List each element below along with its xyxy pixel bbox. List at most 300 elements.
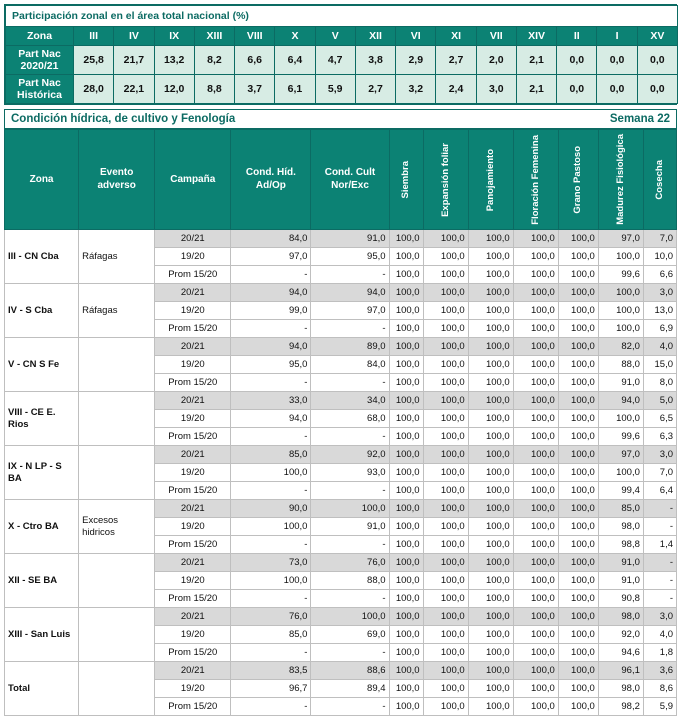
header-siembra-label: Siembra [400,161,412,199]
zone-header-cell: VIII [235,27,275,46]
cond-cultivo: 100,0 [311,500,389,518]
panojamiento: 100,0 [468,230,513,248]
cond-cultivo: - [311,266,389,284]
expansion-foliar: 100,0 [423,608,468,626]
madurez-fisiologica: 98,0 [598,518,643,536]
expansion-foliar: 100,0 [423,356,468,374]
grano-pastoso: 100,0 [558,680,598,698]
siembra: 100,0 [389,590,423,608]
grano-pastoso: 100,0 [558,464,598,482]
value-cell: 3,7 [235,75,275,104]
panojamiento: 100,0 [468,698,513,716]
evento-adverso: Ráfagas [79,284,155,338]
expansion-foliar: 100,0 [423,572,468,590]
zone-header-cell: IV [114,27,154,46]
floracion-femenina: 100,0 [513,284,558,302]
siembra: 100,0 [389,320,423,338]
campaign: Prom 15/20 [155,698,231,716]
floracion-femenina: 100,0 [513,590,558,608]
cosecha: 1,4 [643,536,676,554]
grano-pastoso: 100,0 [558,338,598,356]
cond-cultivo: - [311,644,389,662]
cond-hidrica: 83,5 [231,662,311,680]
cond-cultivo: 92,0 [311,446,389,464]
value-cell: 6,6 [235,46,275,75]
expansion-foliar: 100,0 [423,626,468,644]
cond-cultivo: - [311,590,389,608]
floracion-femenina: 100,0 [513,428,558,446]
madurez-fisiologica: 91,0 [598,554,643,572]
header-cosecha-label: Cosecha [653,159,665,200]
madurez-fisiologica: 99,4 [598,482,643,500]
condition-table-container [4,129,677,716]
expansion-foliar: 100,0 [423,518,468,536]
campaign: 20/21 [155,392,231,410]
panojamiento: 100,0 [468,626,513,644]
participation-row [6,46,678,75]
cond-cultivo: 68,0 [311,410,389,428]
expansion-foliar: 100,0 [423,230,468,248]
panojamiento: 100,0 [468,680,513,698]
madurez-fisiologica: 92,0 [598,626,643,644]
expansion-foliar: 100,0 [423,338,468,356]
table-row [5,500,677,518]
floracion-femenina: 100,0 [513,356,558,374]
campaign: 20/21 [155,338,231,356]
panojamiento: 100,0 [468,590,513,608]
siembra: 100,0 [389,554,423,572]
siembra: 100,0 [389,302,423,320]
expansion-foliar: 100,0 [423,536,468,554]
siembra: 100,0 [389,284,423,302]
value-cell: 12,0 [154,75,194,104]
grano-pastoso: 100,0 [558,500,598,518]
madurez-fisiologica: 98,0 [598,680,643,698]
table-row [5,392,677,410]
cond-cultivo: 97,0 [311,302,389,320]
campaign: 20/21 [155,662,231,680]
section-title: Condición hídrica, de cultivo y Fenología [11,113,236,126]
evento-adverso [79,338,155,392]
value-cell: 2,9 [396,46,436,75]
value-cell: 8,8 [194,75,234,104]
participation-header-row [6,27,678,46]
siembra: 100,0 [389,500,423,518]
grano-pastoso: 100,0 [558,644,598,662]
condition-body [5,230,677,716]
floracion-femenina: 100,0 [513,662,558,680]
cond-cultivo: 100,0 [311,608,389,626]
grano-pastoso: 100,0 [558,554,598,572]
grano-pastoso: 100,0 [558,374,598,392]
grano-pastoso: 100,0 [558,518,598,536]
madurez-fisiologica: 91,0 [598,572,643,590]
zone-header-cell: III [74,27,114,46]
cosecha: 7,0 [643,464,676,482]
zone-header-cell: XIII [194,27,234,46]
campaign: 20/21 [155,230,231,248]
week-label: Semana 22 [609,113,670,126]
cond-hidrica: 94,0 [231,284,311,302]
madurez-fisiologica: 100,0 [598,464,643,482]
campaign: 20/21 [155,446,231,464]
cond-cultivo: 76,0 [311,554,389,572]
cosecha: 3,0 [643,284,676,302]
siembra: 100,0 [389,536,423,554]
header-grano-pastoso [558,130,598,230]
zone-header-cell: II [557,27,597,46]
siembra: 100,0 [389,482,423,500]
condition-header-row [5,130,677,230]
evento-adverso [79,446,155,500]
siembra: 100,0 [389,410,423,428]
floracion-femenina: 100,0 [513,248,558,266]
zone-header-cell: IX [154,27,194,46]
siembra: 100,0 [389,266,423,284]
cosecha: - [643,572,676,590]
expansion-foliar: 100,0 [423,464,468,482]
cond-hidrica: 33,0 [231,392,311,410]
grano-pastoso: 100,0 [558,230,598,248]
floracion-femenina: 100,0 [513,230,558,248]
header-floracion-label: Floración Femenina [529,134,541,225]
panojamiento: 100,0 [468,500,513,518]
campaign: 19/20 [155,572,231,590]
participation-table [5,5,678,104]
value-cell: 0,0 [557,46,597,75]
cosecha: - [643,554,676,572]
panojamiento: 100,0 [468,536,513,554]
cond-cultivo: - [311,536,389,554]
cond-hidrica: 90,0 [231,500,311,518]
panojamiento: 100,0 [468,446,513,464]
header-madurez-label: Madurez Fisiológica [614,134,626,226]
grano-pastoso: 100,0 [558,536,598,554]
cosecha: 4,0 [643,338,676,356]
cosecha: 4,0 [643,626,676,644]
madurez-fisiologica: 94,6 [598,644,643,662]
zone-name: IX - N LP - S BA [5,446,79,500]
expansion-foliar: 100,0 [423,500,468,518]
madurez-fisiologica: 100,0 [598,302,643,320]
cosecha: - [643,590,676,608]
campaign: 19/20 [155,302,231,320]
madurez-fisiologica: 97,0 [598,446,643,464]
floracion-femenina: 100,0 [513,392,558,410]
campaign: Prom 15/20 [155,644,231,662]
zone-header-cell: XIV [516,27,556,46]
cosecha: - [643,500,676,518]
expansion-foliar: 100,0 [423,590,468,608]
cond-hidrica: - [231,644,311,662]
value-cell: 25,8 [74,46,114,75]
cond-hidrica: 94,0 [231,338,311,356]
value-cell: 8,2 [194,46,234,75]
expansion-foliar: 100,0 [423,374,468,392]
cond-hidrica: - [231,590,311,608]
section-header [4,109,677,129]
header-evento: Evento adverso [79,130,155,230]
cond-cultivo: 34,0 [311,392,389,410]
siembra: 100,0 [389,248,423,266]
floracion-femenina: 100,0 [513,608,558,626]
siembra: 100,0 [389,446,423,464]
evento-adverso [79,608,155,662]
expansion-foliar: 100,0 [423,410,468,428]
value-cell: 0,0 [597,75,637,104]
zone-header-cell: XII [355,27,395,46]
floracion-femenina: 100,0 [513,554,558,572]
madurez-fisiologica: 99,6 [598,266,643,284]
madurez-fisiologica: 96,1 [598,662,643,680]
zone-name: X - Ctro BA [5,500,79,554]
panojamiento: 100,0 [468,320,513,338]
panojamiento: 100,0 [468,356,513,374]
floracion-femenina: 100,0 [513,266,558,284]
campaign: Prom 15/20 [155,266,231,284]
zone-header-cell: VI [396,27,436,46]
campaign: 20/21 [155,554,231,572]
cosecha: 10,0 [643,248,676,266]
expansion-foliar: 100,0 [423,554,468,572]
table-row-total [5,662,677,680]
participation-table-container [4,4,677,105]
floracion-femenina: 100,0 [513,446,558,464]
cond-cultivo: 89,4 [311,680,389,698]
cond-hidrica: 76,0 [231,608,311,626]
expansion-foliar: 100,0 [423,320,468,338]
campaign: 19/20 [155,626,231,644]
value-cell: 3,0 [476,75,516,104]
zone-header-cell: VII [476,27,516,46]
panojamiento: 100,0 [468,644,513,662]
madurez-fisiologica: 100,0 [598,320,643,338]
zone-name: XIII - San Luis [5,608,79,662]
cosecha: 5,9 [643,698,676,716]
siembra: 100,0 [389,230,423,248]
zone-name: XII - SE BA [5,554,79,608]
grano-pastoso: 100,0 [558,608,598,626]
zone-header-cell: I [597,27,637,46]
zone-name: VIII - CE E. Rios [5,392,79,446]
header-cosecha [643,130,676,230]
cond-hidrica: 100,0 [231,518,311,536]
value-cell: 3,2 [396,75,436,104]
grano-pastoso: 100,0 [558,356,598,374]
cond-cultivo: - [311,698,389,716]
floracion-femenina: 100,0 [513,680,558,698]
cond-hidrica: 84,0 [231,230,311,248]
campaign: 19/20 [155,356,231,374]
campaign: Prom 15/20 [155,590,231,608]
panojamiento: 100,0 [468,428,513,446]
grano-pastoso: 100,0 [558,302,598,320]
madurez-fisiologica: 98,8 [598,536,643,554]
row-label: Part Nac Histórica [6,75,74,104]
value-cell: 3,8 [355,46,395,75]
panojamiento: 100,0 [468,410,513,428]
grano-pastoso: 100,0 [558,698,598,716]
siembra: 100,0 [389,662,423,680]
cosecha: 8,0 [643,374,676,392]
expansion-foliar: 100,0 [423,266,468,284]
evento-adverso [79,662,155,716]
cond-cultivo: 84,0 [311,356,389,374]
value-cell: 0,0 [637,75,677,104]
cosecha: 6,4 [643,482,676,500]
grano-pastoso: 100,0 [558,662,598,680]
campaign: 19/20 [155,464,231,482]
cond-hidrica: 99,0 [231,302,311,320]
zone-header-cell: X [275,27,315,46]
table-row [5,284,677,302]
expansion-foliar: 100,0 [423,284,468,302]
campaign: Prom 15/20 [155,428,231,446]
grano-pastoso: 100,0 [558,626,598,644]
header-zona: Zona [5,130,79,230]
value-cell: 13,2 [154,46,194,75]
cond-cultivo: - [311,428,389,446]
cond-cultivo: 89,0 [311,338,389,356]
participation-title-row [6,6,678,27]
siembra: 100,0 [389,428,423,446]
cosecha: 5,0 [643,392,676,410]
madurez-fisiologica: 98,2 [598,698,643,716]
zone-header-cell: XV [637,27,677,46]
grano-pastoso: 100,0 [558,410,598,428]
zone-header-cell: V [315,27,355,46]
siembra: 100,0 [389,518,423,536]
siembra: 100,0 [389,698,423,716]
value-cell: 2,0 [476,46,516,75]
header-floracion-femenina [513,130,558,230]
campaign: 19/20 [155,518,231,536]
table-row [5,446,677,464]
panojamiento: 100,0 [468,392,513,410]
madurez-fisiologica: 100,0 [598,248,643,266]
value-cell: 21,7 [114,46,154,75]
value-cell: 2,1 [516,75,556,104]
table-row [5,338,677,356]
value-cell: 2,4 [436,75,476,104]
value-cell: 28,0 [74,75,114,104]
grano-pastoso: 100,0 [558,248,598,266]
expansion-foliar: 100,0 [423,698,468,716]
siembra: 100,0 [389,464,423,482]
condition-table [4,129,677,716]
panojamiento: 100,0 [468,662,513,680]
cond-hidrica: - [231,266,311,284]
grano-pastoso: 100,0 [558,284,598,302]
value-cell: 2,7 [436,46,476,75]
header-madurez-fisiologica [598,130,643,230]
cosecha: 7,0 [643,230,676,248]
value-cell: 0,0 [597,46,637,75]
table-row [5,608,677,626]
panojamiento: 100,0 [468,554,513,572]
grano-pastoso: 100,0 [558,392,598,410]
cosecha: 3,6 [643,662,676,680]
siembra: 100,0 [389,680,423,698]
grano-pastoso: 100,0 [558,428,598,446]
cond-cultivo: 88,0 [311,572,389,590]
header-cond-hidrica: Cond. Híd. Ad/Op [231,130,311,230]
panojamiento: 100,0 [468,464,513,482]
madurez-fisiologica: 82,0 [598,338,643,356]
cosecha: 6,6 [643,266,676,284]
cond-cultivo: 91,0 [311,518,389,536]
cosecha: 6,5 [643,410,676,428]
value-cell: 2,1 [516,46,556,75]
cond-cultivo: 91,0 [311,230,389,248]
madurez-fisiologica: 88,0 [598,356,643,374]
madurez-fisiologica: 100,0 [598,410,643,428]
floracion-femenina: 100,0 [513,698,558,716]
floracion-femenina: 100,0 [513,482,558,500]
header-cond-cultivo: Cond. Cult Nor/Exc [311,130,389,230]
value-cell: 22,1 [114,75,154,104]
evento-adverso: Excesos hidricos [79,500,155,554]
grano-pastoso: 100,0 [558,320,598,338]
floracion-femenina: 100,0 [513,500,558,518]
expansion-foliar: 100,0 [423,392,468,410]
cond-cultivo: 94,0 [311,284,389,302]
panojamiento: 100,0 [468,572,513,590]
row-label: Part Nac 2020/21 [6,46,74,75]
value-cell: 0,0 [557,75,597,104]
madurez-fisiologica: 100,0 [598,284,643,302]
panojamiento: 100,0 [468,518,513,536]
floracion-femenina: 100,0 [513,464,558,482]
panojamiento: 100,0 [468,248,513,266]
cond-cultivo: 95,0 [311,248,389,266]
cond-hidrica: 100,0 [231,572,311,590]
siembra: 100,0 [389,338,423,356]
campaign: 19/20 [155,248,231,266]
floracion-femenina: 100,0 [513,572,558,590]
table-row [5,230,677,248]
campaign: 20/21 [155,608,231,626]
campaign: 20/21 [155,500,231,518]
report-page [0,4,681,712]
zone-header-cell: XI [436,27,476,46]
siembra: 100,0 [389,608,423,626]
campaign: 20/21 [155,284,231,302]
cond-hidrica: 100,0 [231,464,311,482]
panojamiento: 100,0 [468,284,513,302]
siembra: 100,0 [389,572,423,590]
grano-pastoso: 100,0 [558,590,598,608]
siembra: 100,0 [389,374,423,392]
header-siembra [389,130,423,230]
cond-cultivo: 69,0 [311,626,389,644]
zone-name-total: Total [5,662,79,716]
expansion-foliar: 100,0 [423,680,468,698]
siembra: 100,0 [389,644,423,662]
table-row [5,554,677,572]
zone-name: III - CN Cba [5,230,79,284]
value-cell: 5,9 [315,75,355,104]
cond-hidrica: - [231,698,311,716]
expansion-foliar: 100,0 [423,248,468,266]
cond-cultivo: - [311,320,389,338]
madurez-fisiologica: 98,0 [598,608,643,626]
participation-zone-header: Zona [6,27,74,46]
value-cell: 6,4 [275,46,315,75]
grano-pastoso: 100,0 [558,446,598,464]
cond-hidrica: 96,7 [231,680,311,698]
floracion-femenina: 100,0 [513,410,558,428]
